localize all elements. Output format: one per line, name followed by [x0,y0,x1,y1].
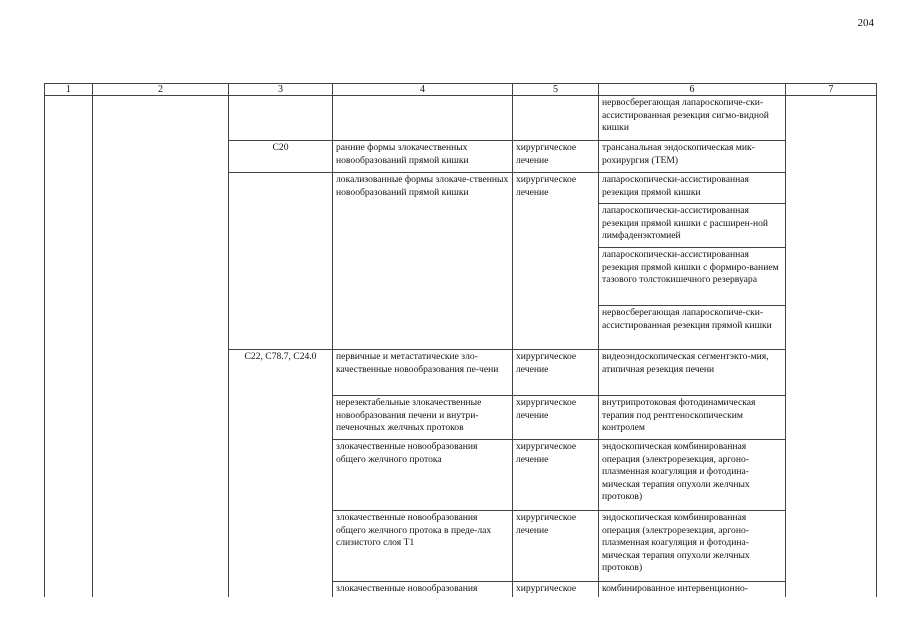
method-cell: комбинированное интервенционно- [599,582,786,597]
column-header: 6 [599,84,786,96]
diagnosis-cell: злокачественные новообразования общего желчного протока в преде-лах слизистого слоя T1 [333,511,513,582]
treatment-cell: хирургическое [513,582,599,597]
column-header: 3 [229,84,333,96]
column-header: 5 [513,84,599,96]
treatment-cell: хирургическое лечение [513,511,599,582]
medical-procedures-table [44,83,877,597]
diagnosis-cell: локализованные формы злокаче-ственных новообразований прямой кишки [333,173,513,350]
column-1-cell [45,96,93,597]
column-7-cell [786,96,877,597]
treatment-cell: хирургическое лечение [513,141,599,173]
column-2-cell [93,96,229,597]
diagnosis-cell: ранние формы злокачественных новообразований прямой кишки [333,141,513,173]
column-header: 4 [333,84,513,96]
method-cell: лапароскопически-ассистированная резекция прямой кишки с расширен-ной лимфаденэктомией [599,204,786,248]
method-cell: видеоэндоскопическая сегментэкто-мия, атипичная резекция печени [599,350,786,396]
diagnosis-cell: злокачественные новообразования [333,582,513,597]
treatment-cell: хирургическое лечение [513,350,599,396]
diagnosis-cell [333,96,513,141]
method-cell: нервосберегающая лапароскопиче-ски-ассистированная резекция прямой кишки [599,306,786,350]
method-cell: лапароскопически-ассистированная резекция прямой кишки [599,173,786,204]
method-cell: лапароскопически-ассистированная резекция прямой кишки с формиро-ванием тазового толстокишечного резервуара [599,248,786,306]
column-header: 2 [93,84,229,96]
method-cell: эндоскопическая комбинированная операция (электрорезекция, аргоно-плазменная коагуляция и фотодина-мическая терапия опухоли желчных протоков) [599,511,786,582]
method-cell: трансанальная эндоскопическая мик-рохирургия (ТЕМ) [599,141,786,173]
treatment-cell [513,96,599,141]
treatment-cell: хирургическое лечение [513,440,599,511]
page-number: 204 [857,17,874,29]
column-header: 1 [45,84,93,96]
treatment-cell: хирургическое лечение [513,173,599,350]
table-row [45,96,877,141]
icd-code-cell: C22, C78.7, C24.0 [229,350,333,597]
diagnosis-cell: нерезектабельные злокачественные новообразования печени и внутри-печеночных желчных протоков [333,396,513,440]
method-cell: внутрипротоковая фотодинамическая терапия под рентгеноскопическим контролем [599,396,786,440]
icd-code-cell [229,173,333,350]
diagnosis-cell: злокачественные новообразования общего желчного протока [333,440,513,511]
icd-code-cell: C20 [229,141,333,173]
column-header: 7 [786,84,877,96]
icd-code-cell [229,96,333,141]
header-row [45,84,877,96]
diagnosis-cell: первичные и метастатические зло-качественные новообразования пе-чени [333,350,513,396]
treatment-cell: хирургическое лечение [513,396,599,440]
method-cell: эндоскопическая комбинированная операция (электрорезекция, аргоно-плазменная коагуляция и фотодина-мическая терапия опухоли желчных протоков) [599,440,786,511]
method-cell: нервосберегающая лапароскопиче-ски-ассистированная резекция сигмо-видной кишки [599,96,786,141]
